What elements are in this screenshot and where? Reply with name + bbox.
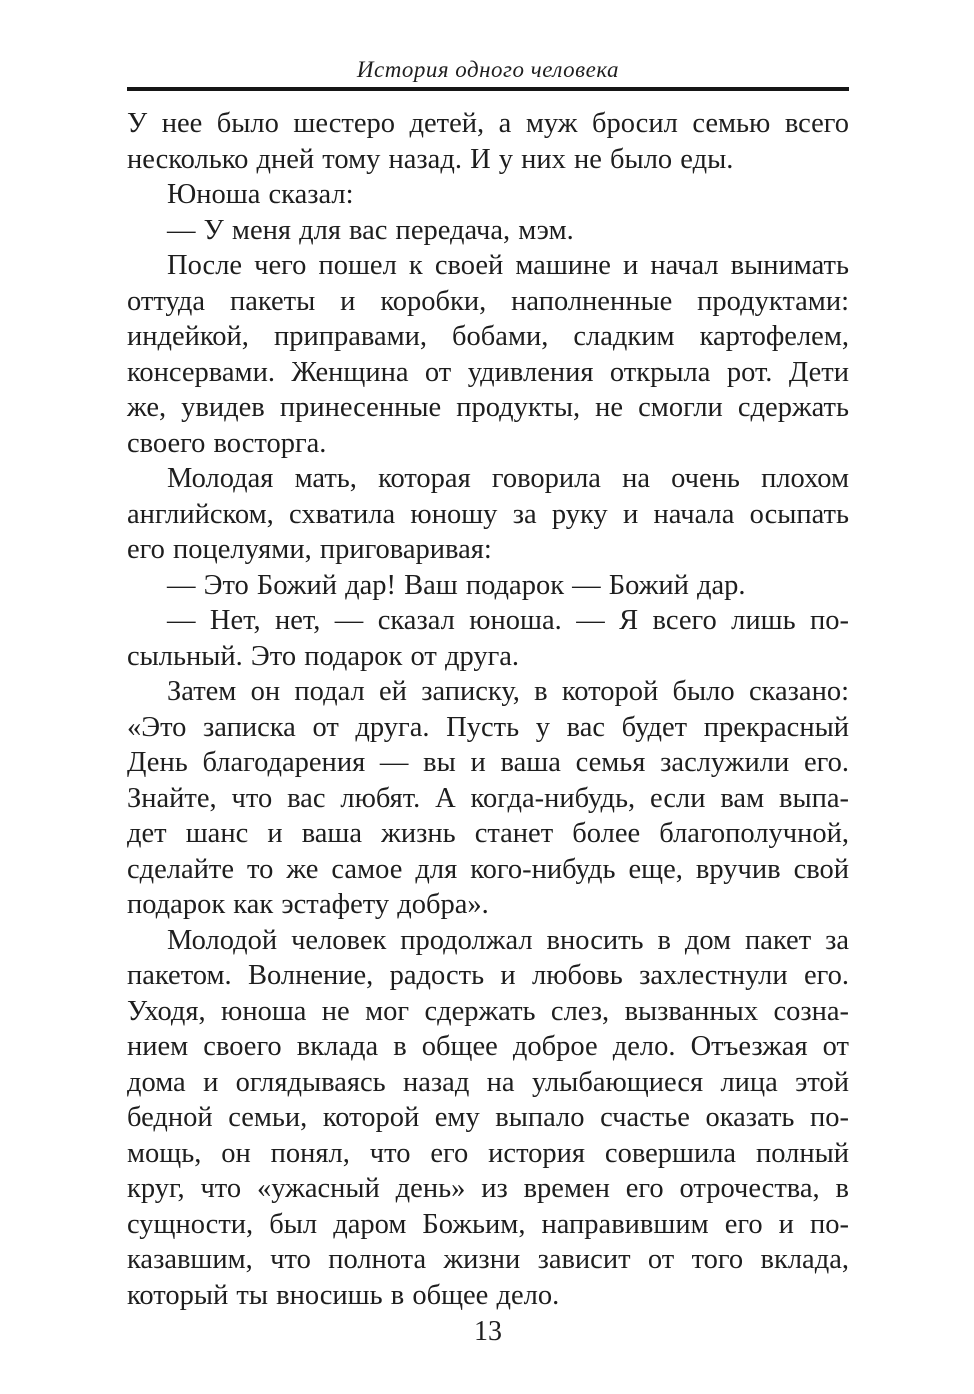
text-line: пакетом. Волнение, радость и любовь захлестнули его. — [127, 960, 849, 991]
text-line: бедной семьи, которой ему выпало счастье оказать по- — [127, 1102, 849, 1133]
paragraph — [127, 568, 849, 604]
paragraph — [127, 674, 849, 923]
text-line: — Нет, нет, — сказал юноша. — Я всего лишь по- — [167, 605, 849, 636]
paragraph — [127, 248, 849, 461]
text-line: круг, что «ужасный день» из времен его отрочества, в — [127, 1173, 849, 1204]
text-line: — Это Божий дар! Ваш подарок — Божий дар. — [167, 569, 746, 601]
paragraph — [127, 213, 849, 249]
paragraph — [127, 461, 849, 568]
text-line: День благодарения — вы и ваша семья заслужили его. — [127, 747, 849, 778]
paragraph — [127, 923, 849, 1314]
text-line: сделайте то же самое для кого-нибудь еще, вручив свой — [127, 853, 849, 885]
text-line: Знайте, что вас любят. А когда-нибудь, если вам выпа- — [127, 782, 849, 814]
text-line: оттуда пакеты и коробки, наполненные продуктами: — [127, 285, 849, 317]
text-line: «Это записка от друга. Пусть у вас будет прекрасный — [127, 711, 849, 743]
text-line: же, увидев принесенные продукты, не смогли сдержать — [127, 392, 849, 423]
text-line: своего восторга. — [127, 427, 327, 459]
header-rule — [127, 87, 849, 91]
text-line: индейкой, приправами, бобами, сладким картофелем, — [127, 321, 849, 352]
text-line: мощь, он понял, что его история совершила полный — [127, 1137, 849, 1169]
text-line: После чего пошел к своей машине и начал вынимать — [167, 250, 849, 281]
text-line: нием своего вклада в общее доброе дело. Отъезжая от — [127, 1031, 849, 1062]
text-line: — У меня для вас передача, мэм. — [167, 214, 574, 246]
text-line: дома и оглядываясь назад на улыбающиеся лица этой — [127, 1066, 849, 1098]
text-line: Юноша сказал: — [167, 179, 354, 210]
text-line: Уходя, юноша не мог сдержать слез, вызванных созна- — [127, 995, 849, 1027]
page-number: 13 — [474, 1316, 502, 1347]
text-column — [127, 0, 849, 1349]
text-line: сыльный. Это подарок от друга. — [127, 640, 520, 672]
text-line: его поцелуями, приговаривая: — [127, 534, 492, 565]
running-head-title: История одного человека — [356, 57, 620, 82]
text-line: несколько дней тому назад. И у них не было еды. — [127, 143, 734, 175]
text-line: консервами. Женщина от удивления открыла рот. Дети — [127, 356, 849, 388]
page-body — [127, 106, 849, 1313]
text-line: Молодой человек продолжал вносить в дом пакет за — [167, 924, 849, 956]
text-line: сущности, был даром Божьим, направившим его и по- — [127, 1208, 849, 1240]
text-line: казавшим, что полнота жизни зависит от того вклада, — [127, 1244, 849, 1275]
text-line: дет шанс и ваша жизнь станет более благополучной, — [127, 818, 849, 849]
text-line: У нее было шестеро детей, а муж бросил семью всего — [127, 108, 849, 139]
text-line: Затем он подал ей записку, в которой было сказано: — [167, 676, 849, 707]
text-line: Молодая мать, которая говорила на очень плохом — [167, 463, 849, 494]
paragraph — [127, 106, 849, 177]
paragraph — [127, 177, 849, 213]
paragraph — [127, 603, 849, 674]
text-line: английском, схватила юношу за руку и начала осыпать — [127, 498, 849, 530]
text-line: подарок как эстафету добра». — [127, 889, 489, 920]
text-line: который ты вносишь в общее дело. — [127, 1279, 560, 1311]
